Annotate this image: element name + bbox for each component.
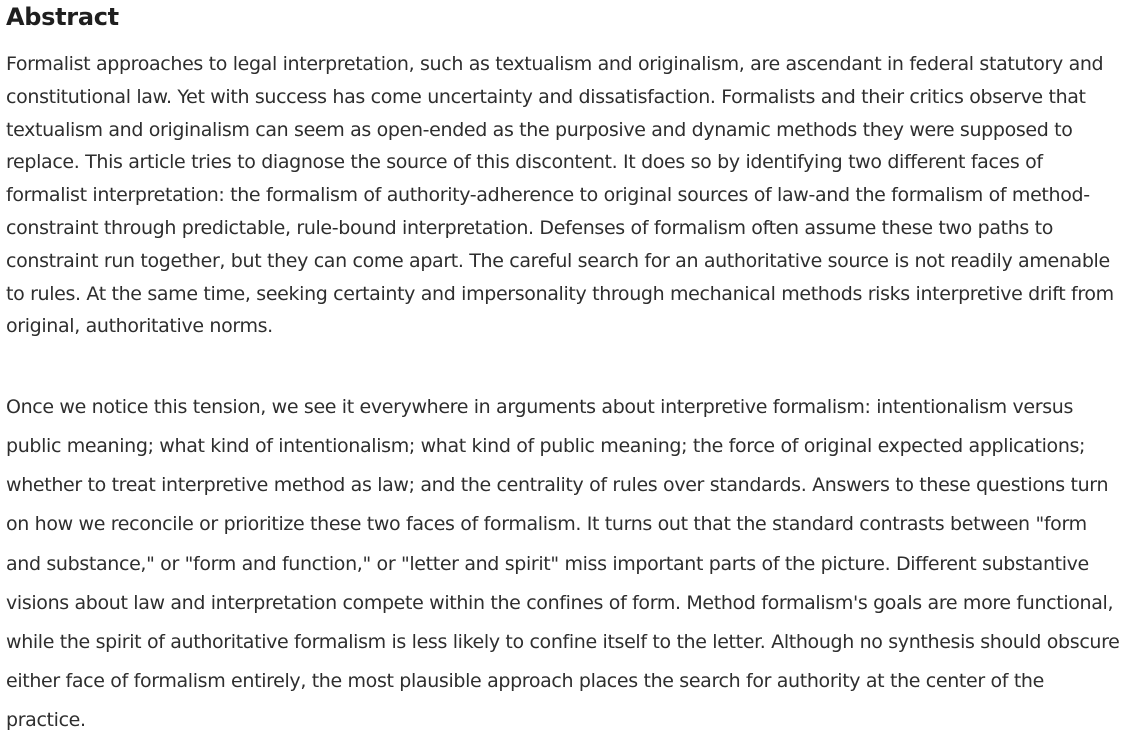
abstract-paragraph-1: Formalist approaches to legal interpretation, such as textualism and originalism, are ascendant in federal statutory and constitutional law. Yet with success has come uncertainty and dissatisfaction. Formalists and their critics observe that textualism and originalism can seem as open-ended as the purposive and dynamic methods they were supposed to replace. This article tries to diagnose the source of this discontent. It does so by identifying two different faces of formalist interpretation: the formalism of authority-adherence to original sources of law-and the formalism of method-constraint through predictable, rule-bound interpretation. Defenses of formalism often assume these two paths to constraint run together, but they can come apart. The careful search for an authoritative source is not readily amenable to rules. At the same time, seeking certainty and impersonality through mechanical methods risks interpretive drift from original, authoritative norms.	[6, 53, 1114, 338]
abstract-heading: Abstract	[6, 3, 119, 31]
abstract-paragraph-2: Once we notice this tension, we see it everywhere in arguments about interpretive formalism: intentionalism versus public meaning; what kind of intentionalism; what kind of public meaning; the force of original expected applications; whether to treat interpretive method as law; and the centrality of rules over standards. Answers to these questions turn on how we reconcile or prioritize these two faces of formalism. It turns out that the standard contrasts between "form and substance," or "form and function," or "letter and spirit" miss important parts of the picture. Different substantive visions about law and interpretation compete within the confines of form. Method formalism's goals are more functional, while the spirit of authoritative formalism is less likely to confine itself to the letter. Although no synthesis should obscure either face of formalism entirely, the most plausible approach places the search for authority at the center of the practice.	[6, 396, 1120, 731]
